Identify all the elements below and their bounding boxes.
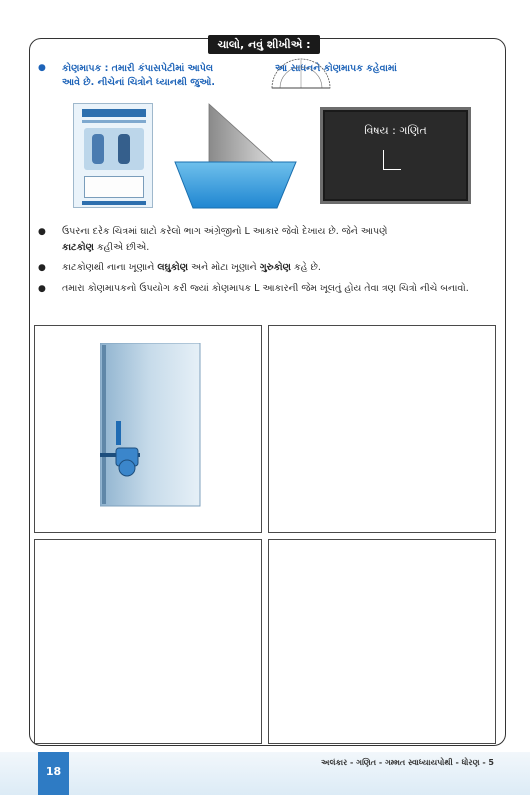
workbook-cover-image (73, 103, 153, 208)
right-angle-mark (383, 150, 401, 170)
protractor-icon (270, 58, 332, 90)
bullet-icon: ● (38, 263, 46, 273)
paragraph-instruction: તમારા કોણમાપકનો ઉપયોગ કરી જ્યાં કોણમાપક L આકારની જેમ ખૂલતું હોય તેવા ત્રણ ચિત્રો નીચે બનાવો. (62, 283, 469, 294)
footer-title: અલંકાર - ગણિત - ગમ્મત સ્વાધ્યાયપોથી - ધોરણ - 5 (321, 758, 494, 767)
sailboat-image (173, 100, 298, 212)
paragraph-text: અને મોટા ખૂણાને (188, 262, 260, 273)
blackboard-image (320, 107, 471, 204)
paragraph-text: ઉપરના દરેક ચિત્રમાં ઘાટો કરેલો ભાગ અંગ્રેજીનો L આકાર જેવો દેખાય છે. જેને આપણે (62, 226, 388, 237)
term-right-angle: કાટકોણ (62, 242, 94, 253)
intro-line1-part2: આ સાધનને કોણમાપક કહેવામાં (275, 63, 397, 74)
bullet-icon: ● (38, 227, 46, 237)
folder-with-clip-image (100, 343, 208, 508)
bullet-icon: ● (38, 284, 46, 294)
section-heading: ચાલો, નવું શીખીએ : (208, 35, 320, 54)
page-number: 18 (38, 752, 69, 795)
intro-line1-part1: કોણમાપક : તમારી કંપાસપેટીમાં આપેલ (62, 63, 214, 74)
term-obtuse-angle: ગુરુકોણ (259, 262, 291, 273)
paragraph-text: કાટકોણથી નાના ખૂણાને (62, 262, 158, 273)
intro-line2: આવે છે. નીચેનાં ચિત્રોને ધ્યાનથી જુઓ. (62, 77, 215, 88)
drawing-box-3[interactable] (34, 539, 262, 744)
paragraph-acute-obtuse (62, 260, 494, 276)
term-acute-angle: લઘુકોણ (157, 262, 189, 273)
bullet-icon: ● (38, 63, 46, 73)
drawing-box-4[interactable] (268, 539, 496, 744)
paragraph-text: કહીએ છીએ. (93, 242, 150, 253)
paragraph-right-angle (62, 224, 494, 256)
paragraph-text: કહે છે. (290, 262, 321, 273)
blackboard-title: વિષય : ગણિત (364, 124, 427, 137)
drawing-box-2[interactable] (268, 325, 496, 533)
